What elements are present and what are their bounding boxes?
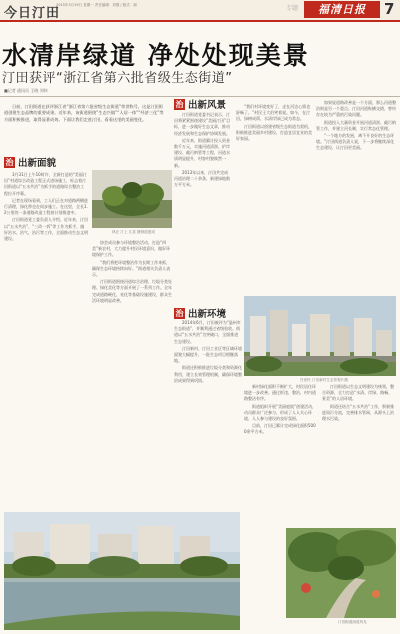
paragraph: 2014年6月，汀田被评为“温州市生态街道”，并顺利通过省级验收。街道以“五水共治”为突破口，全面推进生态建设。: [174, 320, 241, 344]
paragraph: 汀田新村、汀田工业区等区域环境面貌大幅提升，一批生态项目相继落地。: [174, 345, 242, 364]
section-title: 出新环境: [188, 309, 227, 320]
landscape-photo-1: [92, 170, 172, 228]
article-byline: ■记者 通讯员 王晓 刘伟: [4, 88, 48, 93]
photo-caption-2: 吕爱民 汀田新村生态景观片摄: [300, 378, 348, 382]
section-heading-1: [4, 155, 56, 169]
body-column-5: [174, 320, 242, 385]
paragraph: 如果说道路改善是一个方面，那么河道整治则是另一个重点。汀田河道纵横交错，曾经存在较为严重的污染问题。: [316, 100, 396, 118]
section-mark: 治: [175, 99, 184, 109]
section-heading-2: [174, 97, 226, 111]
section-mark: 治: [175, 308, 184, 318]
village-photo: [244, 296, 396, 376]
body-column-8: [322, 384, 396, 423]
lead-paragraph: 日前，汀田街道在获评浙江省“浙江省第六批省级生态街道”荣誉称号，这是汀田街道创建生态品牌的重要成果。近年来，该街道围绕“生态兴镇”“人居一体”“经济三化”等方面积极推进，取得显著成效。下面让我们走进汀田，看看这里的美丽变化。: [4, 104, 164, 122]
article-headline: 水清岸绿道 净处处现美景: [2, 41, 310, 70]
body-column-3: [174, 112, 232, 189]
paragraph: 记者在现场看到，工人们正在对道路两侧进行清理，绿化带也在同步施工。在这里，全长1.2公里的一条道路改造工程按计划推进中。: [4, 197, 88, 216]
page-number: 7: [384, 0, 395, 18]
masthead-title: 今日汀田: [4, 6, 61, 21]
newspaper-brand: 福清日报: [304, 1, 380, 18]
body-column-1: [4, 172, 88, 243]
photo-caption-1: 林正 汀上 江县 摄制道建成: [112, 230, 155, 234]
article-subheadline: 汀田获评“浙江省第六批省级生态街道”: [2, 71, 233, 86]
paragraph: “我们村环境变好了，走在河边心情也舒畅了。”村民王大伯笑着说。如今，在汀田，绿树成荫、水清岸绿已成为常态。: [236, 104, 311, 122]
section-title: 出新风景: [188, 100, 227, 111]
paragraph: 街道还结合“五水共治”工作，积极推进雨污分流，完善排水管网，从源头上治理水污染。: [322, 403, 395, 422]
body-column-7: [316, 100, 396, 153]
greenway-photo: [4, 512, 240, 630]
paragraph: 3月31日上午10时许，全新打造的“美丽汀田”村道综合改造工程正式进场施工，标志着汀田街道以“五水共治”为抓手的道路综合整治工程拉开序幕。: [4, 172, 87, 196]
section-title: 出新面貌: [18, 158, 57, 169]
body-column-2: [92, 240, 172, 305]
paragraph: 汀田街道党工委负责人介绍，近年来，汀田以“五水共治”、“三改一拆”等工作为抓手，做好治水、治气、治污等工作，全面推动生态文明建设。: [4, 217, 88, 242]
paragraph: 汀田街道以生态文明建设为统领，整合资源，全力打造“水清、岸绿、路畅、景美”的人居环境。: [322, 384, 394, 402]
paragraph: 近年来，街道累计投入资金数千万元，实施河道清淤、护岸建设、截污纳管等工程，河道水质明显提升，村容村貌焕然一新。: [174, 137, 230, 168]
paragraph: “一个地方的发展，离不开良好的生态环境。”汀田街道负责人说，下一步将继续深化生态建设，让汀田更美丽。: [316, 133, 395, 151]
paragraph: 街道投入大量资金开展河道清淤、截污纳管工作，并建立河长制，实行常态化管理。: [316, 119, 396, 131]
garden-photo: [286, 528, 396, 618]
section-label: 专题: [286, 5, 299, 12]
paragraph: 新村绿化面积不断扩大，村民居住环境进一步改善。通过拆违、整治，村内道路整洁有序。: [244, 384, 316, 402]
paragraph: 汀田街道党委书记表示，汀田将紧紧围绕建设“美丽汀田”目标，进一步做好生态文章，推动经济发展和生态保护协调发展。: [174, 112, 231, 136]
body-column-4: [236, 104, 312, 143]
page-masthead: [0, 0, 400, 22]
photo-caption-3: 汀田街道绿道风光: [338, 620, 367, 624]
issue-meta: 2015年3月19日 星期一 责任编辑：刘强 / 版式：谢: [56, 3, 137, 7]
paragraph: “我们将把环境整治作为长期工作来抓，确保生态环境持续向好。”街道相关负责人表示。: [92, 259, 171, 278]
paragraph: 协会成员参与环境整治活动，打造“四美”新农村，大力提升村民环境意识，做好环境保护工作。: [92, 240, 171, 258]
paragraph: 汀田街道以创建省级生态街道为契机，积极推进美丽乡村建设，打造宜居宜业的美好家园。: [236, 123, 312, 142]
section-heading-3: [174, 306, 226, 320]
body-column-6: [244, 384, 318, 437]
section-mark: 治: [5, 157, 14, 167]
paragraph: 街道组织开展“美丽庭院”创建活动，动员群众广泛参与，形成了人人关心环境、人人参与建设的良好氛围。: [244, 403, 317, 422]
paragraph: 目前，汀田已累计完成绿化面积5000余平方米。: [244, 423, 316, 435]
paragraph: 2013年以来，汀田共完成河道治理二十余条，新建绿地数万平方米。: [174, 169, 230, 188]
paragraph: 街道还积极推进垃圾分类和资源化利用，建立长效管理机制，确保环境整治成果得到巩固。: [174, 365, 242, 383]
paragraph: 汀田街道围绕河道综合治理、垃圾分类处理、绿化美化等方面开展了一系列工作。全年完成道路硬化、亮化等基础设施建设，群众生活环境明显改善。: [92, 279, 172, 303]
